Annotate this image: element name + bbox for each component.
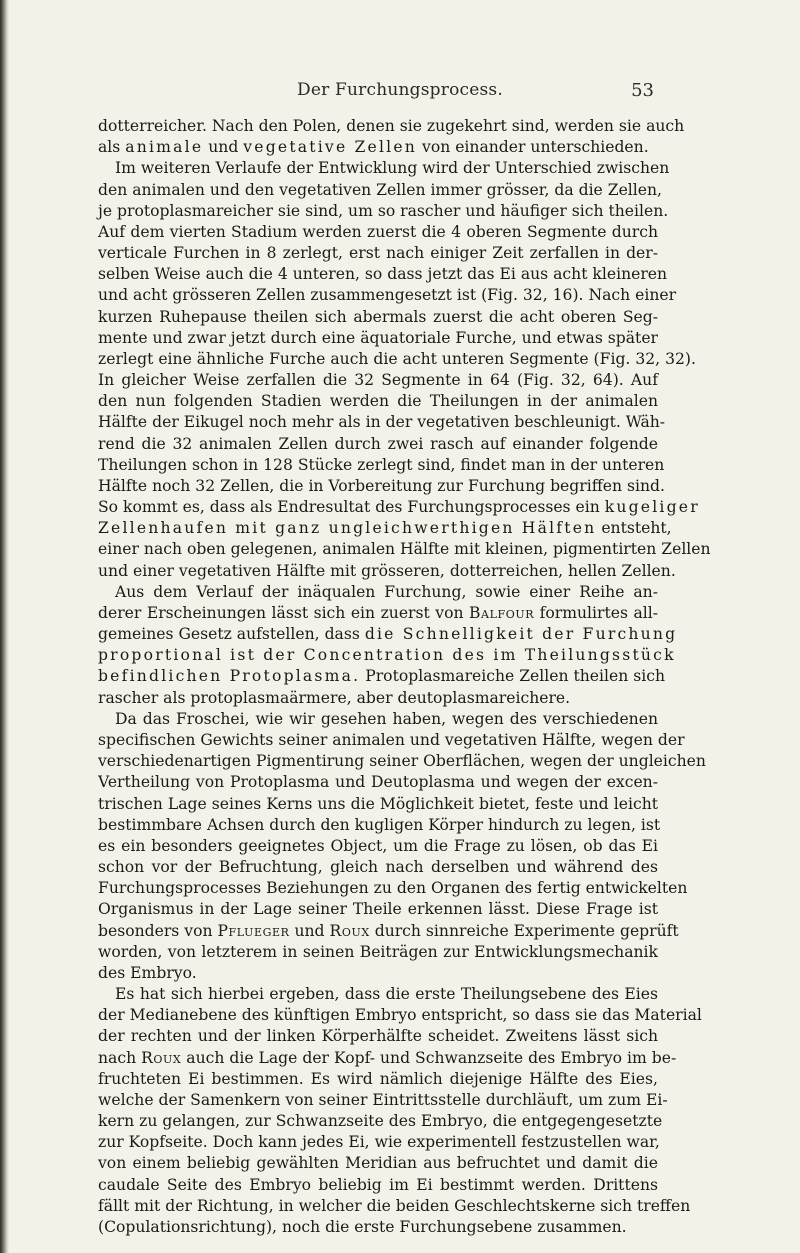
text-line bbox=[98, 815, 661, 836]
text-run: rend die 32 animalen Zellen durch zwei rasch auf einander folgende bbox=[98, 434, 658, 453]
text-line bbox=[98, 328, 658, 349]
text-run: Vertheilung von Protoplasma und Deutoplasma und wegen der excen- bbox=[98, 773, 658, 792]
text-line bbox=[98, 836, 658, 857]
text-line bbox=[98, 561, 676, 582]
page-header bbox=[0, 80, 800, 106]
text-line bbox=[98, 1069, 658, 1090]
text-run: (Copulationsrichtung), noch die erste Furchungsebene zusammen. bbox=[98, 1217, 627, 1236]
text-line bbox=[98, 349, 696, 370]
paragraph bbox=[98, 709, 706, 984]
text-run: und einer vegetativen Hälfte mit grösseren, dotterreichen, hellen Zellen. bbox=[98, 561, 676, 580]
text-run: bestimmbare Achsen durch den kugligen Körper hindurch zu legen, ist bbox=[98, 815, 661, 834]
text-run: Es hat sich hierbei ergeben, dass die erste Theilungsebene des Eies bbox=[115, 985, 658, 1004]
text-run: fruchteten Ei bestimmen. Es wird nämlich diejenige Hälfte des Eies, bbox=[98, 1069, 658, 1088]
text-line bbox=[98, 921, 679, 942]
text-run: von einander unterschieden. bbox=[417, 138, 649, 157]
text-run: derer Erscheinungen lässt sich ein zuerst von bbox=[98, 603, 469, 622]
text-run: je protoplasmareicher sie sind, um so rascher und häufiger sich theilen. bbox=[98, 201, 669, 220]
text-run: gemeines Gesetz aufstellen, dass bbox=[98, 625, 365, 644]
page-gutter-shadow bbox=[0, 0, 9, 1253]
text-line bbox=[98, 434, 658, 455]
text-run: Da das Froschei, wie wir gesehen haben, wegen des verschiedenen bbox=[115, 709, 658, 728]
text-run: specifischen Gewichts seiner animalen und vegetativen Hälfte, wegen der bbox=[98, 730, 685, 749]
text-run: Auf dem vierten Stadium werden zuerst die 4 oberen Segmente durch bbox=[98, 222, 658, 241]
text-line bbox=[98, 264, 668, 285]
text-run: Furchungsprocesses Beziehungen zu den Organen des fertig entwickelten bbox=[98, 879, 688, 898]
text-run: und acht grösseren Zellen zusammengesetzt ist (Fig. 32, 16). Nach einer bbox=[98, 286, 677, 305]
text-line bbox=[98, 1196, 691, 1217]
text-line bbox=[98, 518, 672, 539]
text-line bbox=[98, 243, 658, 264]
text-line bbox=[98, 1153, 658, 1174]
text-run: durch sinnreiche Experimente geprüft bbox=[369, 921, 679, 940]
text-run: entsteht, bbox=[596, 519, 672, 538]
text-line bbox=[98, 1175, 658, 1196]
text-run: der rechten und der linken Körperhälfte scheidet. Zweitens lässt sich bbox=[98, 1027, 658, 1046]
text-run: So kommt es, dass als Endresultat des Furchungsprocesses ein bbox=[98, 498, 605, 517]
text-run: besonders von bbox=[98, 921, 218, 940]
text-run: Organismus in der Lage seiner Theile erkennen lässt. Diese Frage ist bbox=[98, 900, 658, 919]
spaced-emphasis: proportional ist der Concentration des im Theilungsstück bbox=[98, 646, 676, 665]
text-run: rascher als protoplasmaärmere, aber deutoplasmareichere. bbox=[98, 688, 571, 707]
paragraph bbox=[98, 984, 702, 1238]
text-run: von einem beliebig gewählten Meridian aus befruchtet und damit die bbox=[98, 1154, 658, 1173]
text-run: trischen Lage seines Kerns uns die Möglichkeit bietet, feste und leicht bbox=[98, 794, 658, 813]
text-line bbox=[98, 1048, 677, 1069]
spaced-emphasis: die Schnelligkeit der Furchung bbox=[364, 625, 678, 644]
text-line bbox=[98, 222, 658, 243]
text-line bbox=[98, 539, 711, 560]
text-run: als bbox=[98, 138, 126, 157]
text-line bbox=[98, 857, 658, 878]
text-line bbox=[98, 1132, 658, 1153]
paragraph bbox=[98, 116, 685, 158]
text-run: zerlegt eine ähnliche Furche auch die acht unteren Segmente (Fig. 32, 32). bbox=[98, 349, 696, 368]
text-run: kurzen Ruhepause theilen sich abermals zuerst die acht oberen Seg- bbox=[98, 307, 658, 326]
body-text bbox=[98, 116, 711, 1238]
text-line bbox=[98, 688, 658, 709]
text-run: Protoplasmareiche Zellen theilen sich bbox=[360, 667, 665, 686]
text-run: caudale Seite des Embryo beliebig im Ei bestimmt werden. Drittens bbox=[98, 1175, 658, 1194]
text-line bbox=[98, 730, 685, 751]
text-line bbox=[98, 984, 658, 1005]
author-name: Pflueger bbox=[217, 921, 290, 940]
text-line bbox=[98, 1026, 658, 1047]
spaced-emphasis: vegetative Zellen bbox=[243, 138, 418, 157]
text-line bbox=[98, 624, 678, 645]
text-run: des Embryo. bbox=[98, 963, 197, 982]
text-line bbox=[98, 158, 670, 179]
text-line bbox=[98, 878, 688, 899]
text-line bbox=[98, 1005, 702, 1026]
page-number: 53 bbox=[631, 80, 654, 101]
text-line bbox=[98, 116, 685, 137]
text-run: und bbox=[289, 921, 330, 940]
text-line bbox=[98, 412, 666, 433]
text-run: den nun folgenden Stadien werden die Theilungen in der animalen bbox=[98, 392, 658, 411]
spaced-emphasis: kugeliger bbox=[604, 498, 700, 517]
text-run: kern zu gelangen, zur Schwanzseite des Embryo, die entgegengesetzte bbox=[98, 1112, 663, 1131]
spaced-emphasis: Zellenhaufen mit ganz ungleichwerthigen Hälften bbox=[98, 519, 597, 538]
text-line bbox=[98, 794, 658, 815]
text-line bbox=[98, 751, 706, 772]
text-run: dotterreicher. Nach den Polen, denen sie zugekehrt sind, werden sie auch bbox=[98, 117, 685, 135]
text-run: schon vor der Befruchtung, gleich nach derselben und während des bbox=[98, 858, 658, 877]
text-line bbox=[98, 709, 658, 730]
text-run: den animalen und den vegetativen Zellen immer grösser, da die Zellen, bbox=[98, 180, 663, 199]
text-line bbox=[98, 1090, 668, 1111]
text-run: verschiedenartigen Pigmentirung seiner Oberflächen, wegen der ungleichen bbox=[98, 752, 706, 771]
running-head: Der Furchungsprocess. bbox=[297, 80, 503, 100]
text-line bbox=[98, 201, 669, 222]
text-run: es ein besonders geeignetes Object, um die Frage zu lösen, ob das Ei bbox=[98, 836, 658, 855]
text-line bbox=[98, 137, 658, 158]
text-line bbox=[98, 497, 700, 518]
text-run: der Medianebene des künftigen Embryo entspricht, so dass sie das Material bbox=[98, 1006, 702, 1025]
text-run: mente und zwar jetzt durch eine äquatoriale Furche, und etwas später bbox=[98, 328, 659, 347]
text-run: worden, von letzterem in seinen Beiträgen zur Entwicklungsmechanik bbox=[98, 942, 658, 961]
text-run: Hälfte noch 32 Zellen, die in Vorbereitung zur Furchung begriffen sind. bbox=[98, 476, 665, 495]
text-line bbox=[98, 307, 658, 328]
text-line bbox=[98, 285, 677, 306]
text-run: nach bbox=[98, 1048, 142, 1067]
text-run: Im weiteren Verlaufe der Entwicklung wird der Unterschied zwischen bbox=[115, 159, 670, 178]
text-line bbox=[98, 455, 665, 476]
text-line bbox=[98, 1111, 663, 1132]
text-run: einer nach oben gelegenen, animalen Hälfte mit kleinen, pigmentirten Zellen bbox=[98, 540, 711, 559]
text-run: formulirtes all- bbox=[534, 603, 659, 622]
text-line bbox=[98, 476, 665, 497]
text-run: welche der Samenkern von seiner Eintrittsstelle durchläuft, um zum Ei- bbox=[98, 1090, 668, 1109]
text-run: Theilungen schon in 128 Stücke zerlegt sind, findet man in der unteren bbox=[98, 455, 665, 474]
text-line bbox=[98, 582, 658, 603]
text-line bbox=[98, 370, 658, 391]
text-run: In gleicher Weise zerfallen die 32 Segmente in 64 (Fig. 32, 64). Auf bbox=[98, 371, 658, 390]
text-line bbox=[98, 942, 658, 963]
text-line bbox=[98, 180, 663, 201]
text-line bbox=[98, 963, 658, 984]
text-line bbox=[98, 603, 658, 624]
text-run: verticale Furchen in 8 zerlegt, erst nach einiger Zeit zerfallen in der- bbox=[98, 244, 658, 263]
text-run: Hälfte der Eikugel noch mehr als in der vegetativen beschleunigt. Wäh- bbox=[98, 413, 666, 432]
author-name: Roux bbox=[329, 921, 370, 940]
text-run: und bbox=[203, 138, 244, 157]
spaced-emphasis: animale bbox=[125, 138, 204, 157]
text-line bbox=[98, 772, 658, 793]
text-line bbox=[98, 666, 665, 687]
paragraph bbox=[98, 582, 678, 709]
text-run: selben Weise auch die 4 unteren, so dass jetzt das Ei aus acht kleineren bbox=[98, 265, 668, 284]
text-line bbox=[98, 1217, 658, 1238]
text-line bbox=[98, 645, 676, 666]
spaced-emphasis: befindlichen Protoplasma. bbox=[98, 667, 361, 686]
text-run: zur Kopfseite. Doch kann jedes Ei, wie experimentell festzustellen war, bbox=[98, 1133, 660, 1152]
text-run: fällt mit der Richtung, in welcher die beiden Geschlechtskerne sich treffen bbox=[98, 1196, 691, 1215]
text-run: Aus dem Verlauf der inäqualen Furchung, sowie einer Reihe an- bbox=[115, 582, 658, 601]
text-run: auch die Lage der Kopf- und Schwanzseite des Embryo im be- bbox=[181, 1048, 677, 1067]
author-name: Roux bbox=[141, 1048, 182, 1067]
text-line bbox=[98, 899, 658, 920]
author-name: Balfour bbox=[469, 603, 535, 622]
text-line bbox=[98, 391, 658, 412]
paragraph bbox=[98, 158, 711, 581]
